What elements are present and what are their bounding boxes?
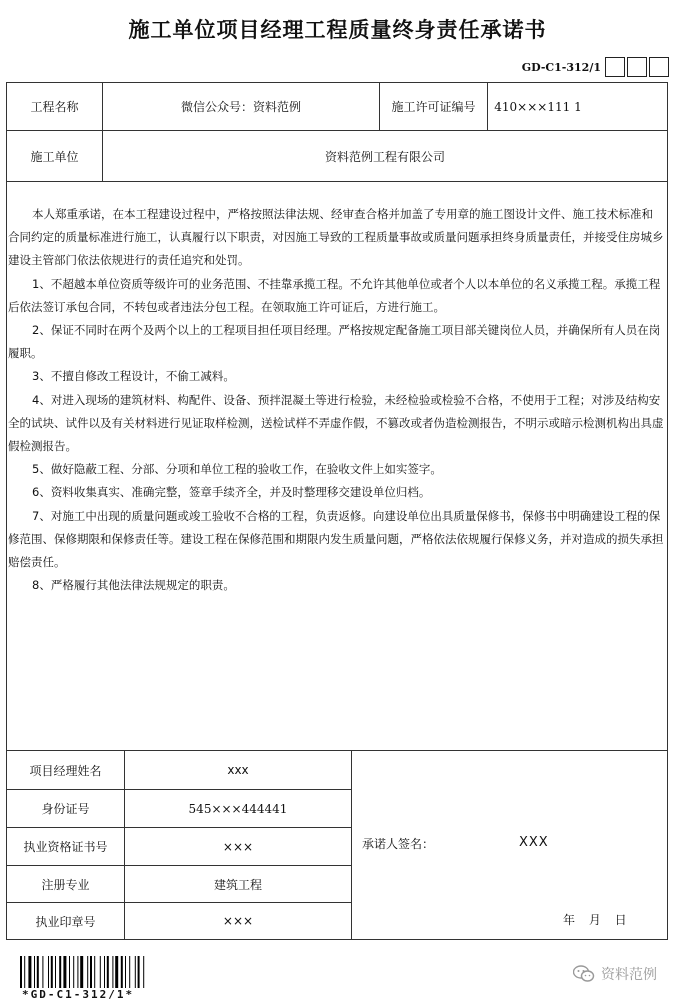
- barcode-bar: [34, 956, 35, 988]
- barcode-bar: [143, 956, 144, 988]
- paragraph: 3、不擅自修改工程设计，不偷工减料。: [32, 369, 235, 384]
- paragraph: 7、对施工中出现的质量问题或竣工验收不合格的工程，负责返修。向建设单位出具质量保修书，保修书中明确建设工程的保修范围、保修期限和保修责任等。建设工程在保修范围和期限内发生质量问题，严格依法依规履行保修义务，并对造成的损失承担赔偿责任。: [8, 508, 664, 570]
- project-name-value: 微信公众号：资料范例: [180, 100, 301, 114]
- wechat-icon: [573, 965, 595, 983]
- barcode-bar: [104, 956, 105, 988]
- barcode-bar: [20, 956, 22, 988]
- barcode-bar: [87, 956, 88, 988]
- barcode-bar: [129, 956, 130, 988]
- code-box: [649, 57, 669, 77]
- unit-label: 施工单位: [30, 149, 79, 164]
- paragraph: 1、不超越本单位资质等级许可的业务范围、不挂靠承揽工程。不允许其他单位或者个人以本单位的名义承揽工程。承揽工程后依法签订承包合同，不转包或者违法分包工程。在领取施工许可证后，方进行施工。: [8, 276, 661, 314]
- barcode-bar: [28, 956, 31, 988]
- barcode: [20, 956, 180, 988]
- barcode-bar: [121, 956, 123, 988]
- barcode-bar: [59, 956, 61, 988]
- specialty-value: 建筑工程: [213, 877, 262, 892]
- watermark: [573, 964, 657, 984]
- barcode-bar: [100, 956, 101, 988]
- barcode-bar: [112, 956, 113, 988]
- barcode-bar: [125, 956, 126, 988]
- manager-name-label: 项目经理姓名: [29, 763, 102, 778]
- id-number-label: 身份证号: [41, 802, 90, 816]
- barcode-bar: [138, 956, 140, 988]
- barcode-bar: [94, 956, 95, 988]
- permit-value: 410×××111 1: [494, 99, 582, 114]
- id-number-value: 545×××444441: [188, 801, 288, 816]
- watermark-text: 资料范例: [601, 967, 657, 983]
- barcode-bar: [107, 956, 109, 988]
- form-table: [6, 82, 668, 940]
- barcode-bar: [48, 956, 49, 988]
- permit-label: 施工许可证编号: [391, 100, 476, 114]
- paragraph: 2、保证不同时在两个及两个以上的工程项目担任项目经理。严格按规定配备施工项目部关键岗位人员，并确保所有人员在岗履职。: [8, 323, 661, 361]
- form-code-text: GD-C1-312/1: [521, 60, 601, 74]
- paragraph: 8、严格履行其他法律法规规定的职责。: [32, 578, 235, 593]
- date-line: 年 月 日: [563, 913, 627, 927]
- barcode-bar: [73, 956, 74, 988]
- signature-value: XXX: [519, 835, 549, 850]
- signature-label: 承诺人签名：: [362, 837, 435, 851]
- barcode-bar: [69, 956, 70, 988]
- barcode-bar: [135, 956, 136, 988]
- code-box: [627, 57, 647, 77]
- barcode-bar: [42, 956, 43, 988]
- paragraph: 6、资料收集真实、准确完整，签章手续齐全，并及时整理移交建设单位归档。: [32, 485, 431, 500]
- paragraph: 4、对进入现场的建筑材料、构配件、设备、预拌混凝土等进行检验，未经检验或检验不合格，不使用于工程；对涉及结构安全的试块、试件以及有关材料进行见证取样检测，送检试样不弄虚作假，不篡改或者伪造检测报告，不明示或暗示检测机构出具虚假检测报告。: [8, 392, 664, 454]
- form-code: [522, 57, 669, 77]
- document-title: 施工单位项目经理工程质量终身责任承诺书: [128, 18, 547, 42]
- code-box: [605, 57, 625, 77]
- barcode-bar: [51, 956, 53, 988]
- barcode-bar: [115, 956, 118, 988]
- paragraph: 5、做好隐蔽工程、分部、分项和单位工程的验收工作，在验收文件上如实签字。: [32, 462, 442, 477]
- barcode-bar: [80, 956, 83, 988]
- paragraph: 本人郑重承诺，在本工程建设过程中，严格按照法律法规、经审查合格并加盖了专用章的施工图设计文件、施工技术标准和合同约定的质量标准进行施工，认真履行以下职责，对因施工导致的工程质量事故或质量问题承担终身质量责任，并接受住房城乡建设主管部门依法依规进行的责任追究和处罚。: [8, 207, 664, 268]
- barcode-bar: [24, 956, 25, 988]
- barcode-bar: [37, 956, 39, 988]
- manager-name-value: xxx: [227, 763, 249, 777]
- seal-number-label: 执业印章号: [35, 914, 96, 929]
- seal-number-value: ×××: [222, 914, 254, 928]
- specialty-label: 注册专业: [41, 877, 90, 892]
- unit-value: 资料范例工程有限公司: [324, 149, 445, 164]
- barcode-bar: [90, 956, 92, 988]
- commitment-text: [8, 203, 664, 597]
- project-name-label: 工程名称: [30, 100, 79, 114]
- license-number-value: ×××: [222, 839, 254, 854]
- barcode-bar: [63, 956, 66, 988]
- divider: [351, 750, 352, 940]
- barcode-text: *GD-C1-312/1*: [22, 988, 135, 1001]
- barcode-bar: [55, 956, 56, 988]
- barcode-bar: [77, 956, 78, 988]
- license-number-label: 执业资格证书号: [23, 840, 108, 854]
- divider: [7, 181, 667, 182]
